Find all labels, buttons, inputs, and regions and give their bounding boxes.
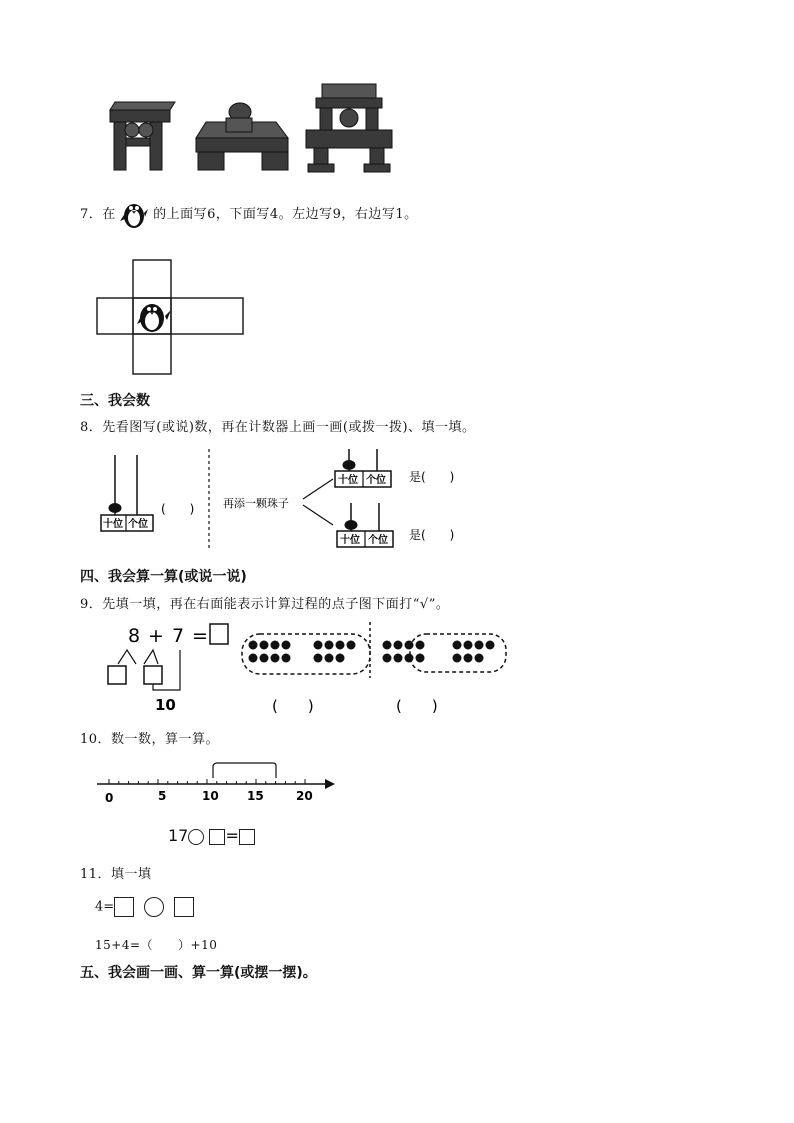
tens-label: 十位 bbox=[340, 535, 360, 546]
line1-start: 4= bbox=[95, 899, 115, 915]
ones-label: 个位 bbox=[368, 535, 388, 546]
cross-grid bbox=[95, 258, 245, 378]
question-10-text: 10．数一数，算一算。 bbox=[80, 732, 220, 747]
operator-circle[interactable] bbox=[144, 897, 164, 917]
building-blocks-picture bbox=[100, 80, 400, 180]
question-text-after: 的上面写6，下面写4。左边写9，右边写1。 bbox=[153, 207, 418, 222]
ones-label: 个位 bbox=[366, 475, 386, 486]
result-box[interactable] bbox=[239, 829, 255, 845]
equals-sign: = bbox=[225, 826, 239, 845]
left-cell[interactable] bbox=[97, 298, 133, 334]
top-cell[interactable] bbox=[133, 260, 171, 298]
plus-sign: + bbox=[148, 625, 164, 647]
ten-label: 10 bbox=[155, 696, 176, 714]
dot-diagram-2 bbox=[383, 634, 507, 672]
check-paren-2[interactable]: ( ) bbox=[396, 697, 438, 715]
tick-label: 10 bbox=[202, 789, 219, 803]
section-5-title: 五、我会画一画、算一算(或摆一摆)。 bbox=[80, 965, 317, 981]
penguin-icon bbox=[120, 199, 148, 229]
split-box-2[interactable] bbox=[144, 666, 162, 684]
tick-label: 5 bbox=[158, 789, 167, 803]
answer-is-upper: 是( ) bbox=[409, 470, 455, 484]
answer-is-lower: 是( ) bbox=[409, 528, 455, 542]
question-8-text: 8．先看图写(或说)数，再在计数器上画一画(或拨一拨)、填一填。 bbox=[80, 420, 476, 435]
tick-label: 15 bbox=[247, 789, 264, 803]
answer-paren: ( ) bbox=[161, 502, 195, 516]
question-11-text: 11．填一填 bbox=[80, 867, 152, 882]
answer-box[interactable] bbox=[209, 829, 225, 845]
number-line bbox=[95, 758, 345, 808]
question-9-text: 9．先填一填，再在右面能表示计算过程的点子图下面打“√”。 bbox=[80, 597, 450, 612]
right-cell[interactable] bbox=[171, 298, 243, 334]
tens-label: 十位 bbox=[338, 475, 358, 486]
section-4-title: 四、我会算一算(或说一说) bbox=[80, 569, 247, 585]
section-3-title: 三、我会数 bbox=[80, 393, 150, 409]
answer-box[interactable] bbox=[114, 897, 134, 917]
tens-label: 十位 bbox=[103, 519, 123, 530]
q11-line-2: 15+4=（ ）+10 bbox=[95, 938, 218, 952]
q10-equation bbox=[168, 826, 255, 845]
operator-circle[interactable] bbox=[188, 829, 204, 845]
addend-b: 7 bbox=[172, 625, 185, 647]
ones-label: 个位 bbox=[128, 519, 148, 530]
answer-box[interactable] bbox=[174, 897, 194, 917]
tick-label: 0 bbox=[105, 791, 114, 805]
answer-box[interactable] bbox=[210, 624, 228, 644]
add-bead-label: 再添一颗珠子 bbox=[223, 497, 289, 510]
q11-line-1 bbox=[95, 897, 194, 917]
question-7 bbox=[80, 203, 418, 223]
dot-diagram-1 bbox=[242, 634, 370, 674]
bottom-cell[interactable] bbox=[133, 334, 171, 374]
penguin-icon bbox=[137, 304, 171, 332]
q9-diagram bbox=[100, 620, 520, 720]
addend-a: 8 bbox=[128, 625, 141, 647]
check-paren-1[interactable]: ( ) bbox=[272, 697, 314, 715]
split-box-1[interactable] bbox=[108, 666, 126, 684]
question-text-before: 在 bbox=[102, 207, 116, 222]
equals-sign: = bbox=[192, 625, 208, 647]
abacus-diagram bbox=[95, 447, 485, 557]
tick-label: 20 bbox=[296, 789, 313, 803]
eq-start-number: 17 bbox=[168, 826, 189, 845]
question-number: 7． bbox=[80, 207, 103, 222]
